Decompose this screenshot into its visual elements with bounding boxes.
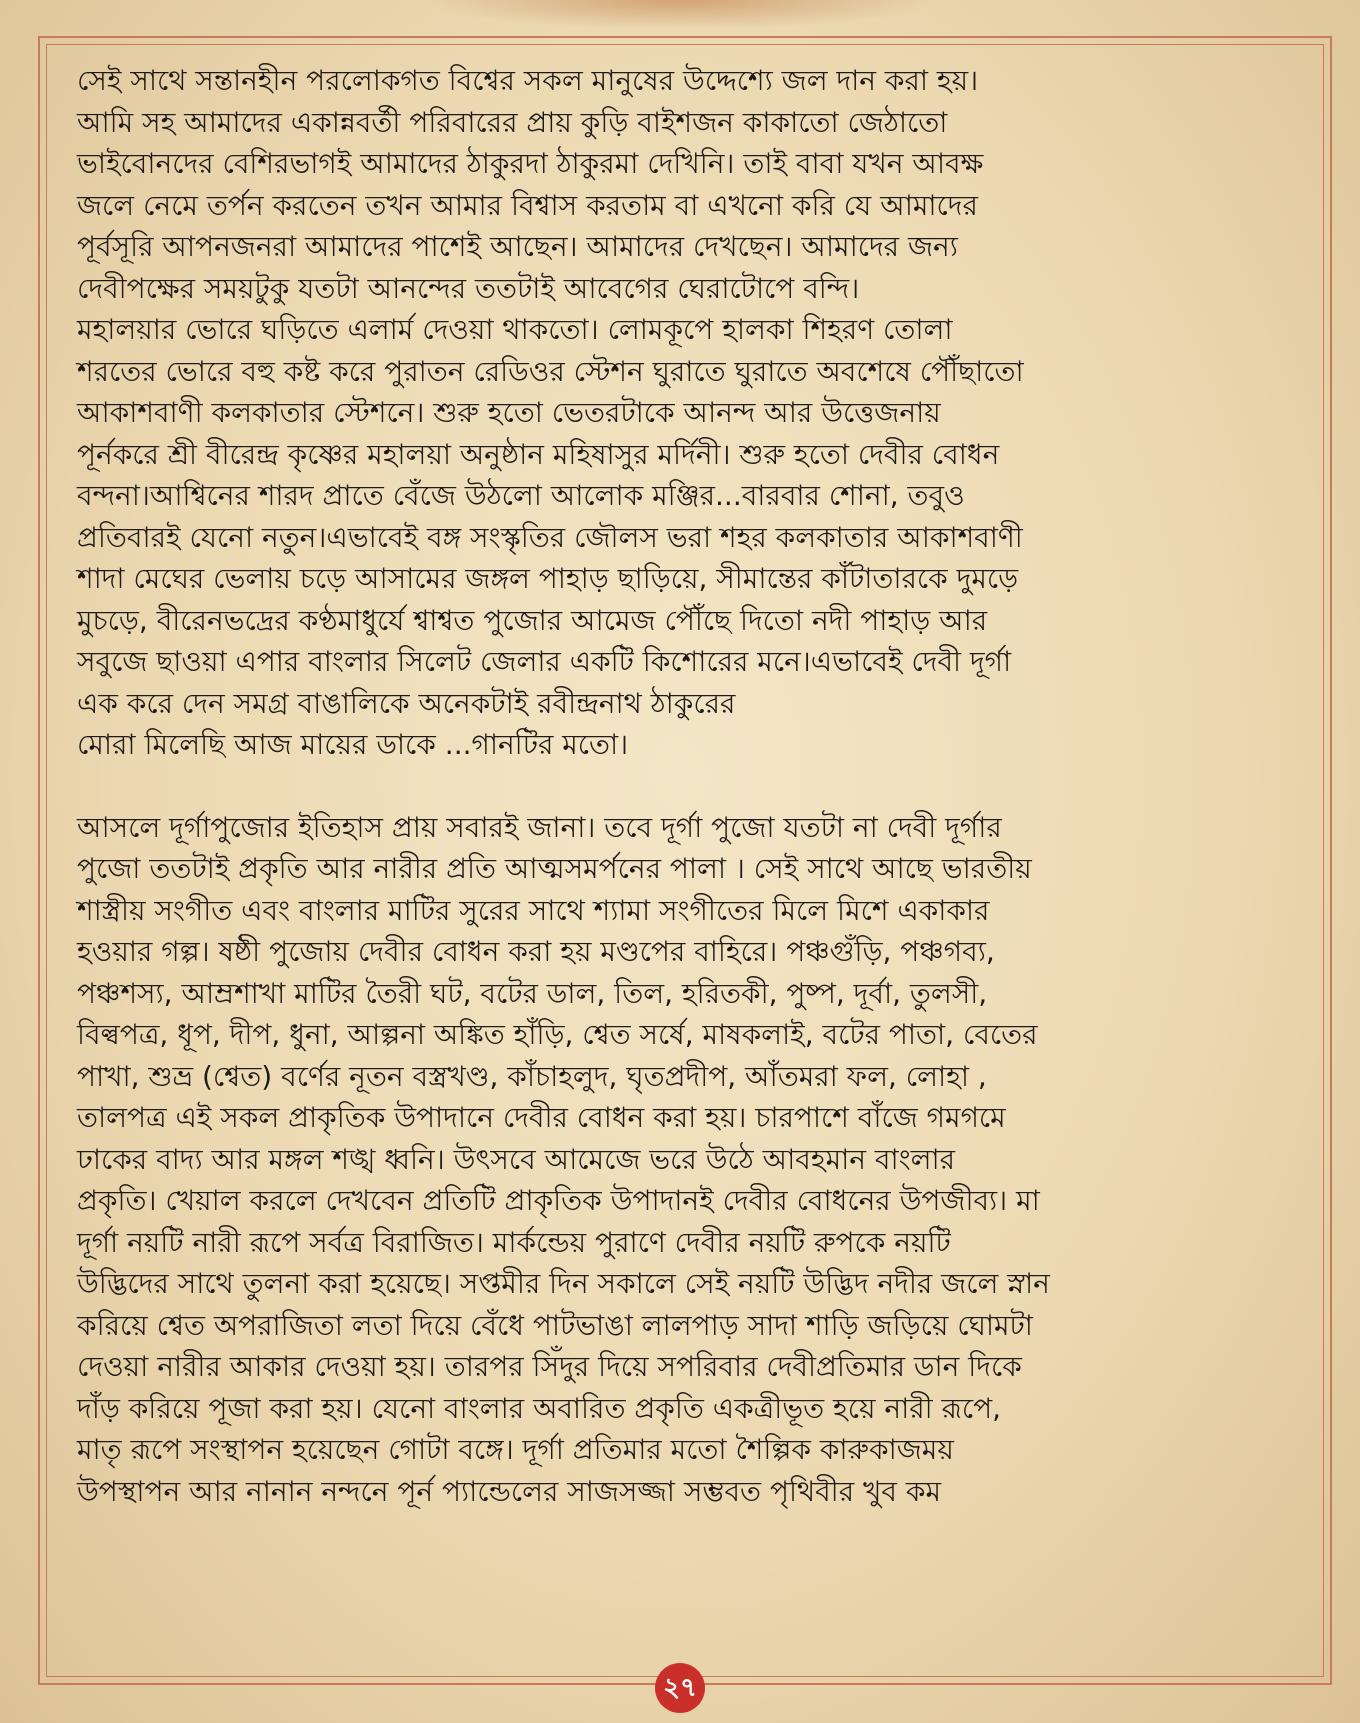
- paragraph-2: [77, 807, 1287, 1513]
- paragraph-1: [77, 60, 1287, 766]
- text-line: শাস্ত্রীয় সংগীত এবং বাংলার মাটির সুরের সাথে শ্যামা সংগীতের মিলে মিশে একাকার: [77, 893, 990, 927]
- text-line: প্রতিবারই যেনো নতুন।এভাবেই বঙ্গ সংস্কৃতির জৌলস ভরা শহর কলকাতার আকাশবাণী: [77, 520, 1023, 554]
- text-line: এক করে দেন সমগ্র বাঙালিকে অনেকটাই রবীন্দ্রনাথ ঠাকুরের: [77, 686, 736, 720]
- text-line: আসলে দূর্গাপুজোর ইতিহাস প্রায় সবারই জানা। তবে দূর্গা পুজো যতটা না দেবী দূর্গার: [77, 810, 1002, 844]
- text-line: পুজো ততটাই প্রকৃতি আর নারীর প্রতি আত্মসমর্পনের পালা । সেই সাথে আছে ভারতীয়: [77, 852, 1032, 885]
- text-line: মোরা মিলেছি আজ মায়ের ডাকে ...গানটির মতো।: [77, 728, 629, 761]
- text-line: দূর্গা নয়টি নারী রূপে সর্বত্র বিরাজিত। মার্কন্ডেয় পুরাণে দেবীর নয়টি রুপকে নয়টি: [77, 1225, 951, 1259]
- text-line: শরতের ভোরে বহু কষ্ট করে পুরাতন রেডিওর স্টেশন ঘুরাতে ঘুরাতে অবশেষে পৌঁছাতো: [77, 354, 1024, 388]
- text-line: সবুজে ছাওয়া এপার বাংলার সিলেট জেলার একটি কিশোরের মনে।এভাবেই দেবী দূর্গা: [77, 645, 1012, 678]
- text-line: সেই সাথে সন্তানহীন পরলোকগত বিশ্বের সকল মানুষের উদ্দেশ্যে জল দান করা হয়।: [77, 64, 979, 97]
- text-line: বন্দনা।আশ্বিনের শারদ প্রাতে বেঁজে উঠলো আলোক মঞ্জির...বারবার শোনা, তবুও: [77, 479, 965, 512]
- text-line: পঞ্চশস্য, আম্রশাখা মাটির তৈরী ঘট, বটের ডাল, তিল, হরিতকী, পুষ্প, দূর্বা, তুলসী,: [77, 976, 988, 1010]
- text-line: দেওয়া নারীর আকার দেওয়া হয়। তারপর সিঁদুর দিয়ে সপরিবার দেবীপ্রতিমার ডান দিকে: [77, 1350, 1022, 1383]
- text-line: দাঁড় করিয়ে পূজা করা হয়। যেনো বাংলার অবারিত প্রকৃতি একত্রীভূত হয়ে নারী রূপে,: [77, 1391, 1002, 1425]
- paragraph-gap: [77, 766, 1287, 807]
- text-line: শাদা মেঘের ভেলায় চড়ে আসামের জঙ্গল পাহাড় ছাড়িয়ে, সীমান্তের কাঁটাতারকে দুমড়ে: [77, 562, 1019, 595]
- text-line: তালপত্র এই সকল প্রাকৃতিক উপাদানে দেবীর বোধন করা হয়। চারপাশে বাঁজে গমগমে: [77, 1101, 1006, 1134]
- text-line: ভাইবোনদের বেশিরভাগই আমাদের ঠাকুরদা ঠাকুরমা দেখিনি। তাই বাবা যখন আবক্ষ: [77, 147, 984, 180]
- text-line: পূর্নকরে শ্রী বীরেন্দ্র কৃষ্ণের মহালয়া অনুষ্ঠান মহিষাসুর মর্দিনী। শুরু হতো দেবীর বোধন: [77, 437, 1000, 471]
- text-line: করিয়ে শ্বেত অপরাজিতা লতা দিয়ে বেঁধে পাটভাঙা লালপাড় সাদা শাড়ি জড়িয়ে ঘোমটা: [77, 1308, 1033, 1342]
- text-line: হওয়ার গল্প। ষষ্ঠী পুজোয় দেবীর বোধন করা হয় মণ্ডপের বাহিরে। পঞ্চগুঁড়ি, পঞ্চগব্য,: [77, 935, 995, 968]
- text-line: পাখা, শুভ্র (শ্বেত) বর্ণের নূতন বস্ত্রখণ্ড, কাঁচাহলুদ, ঘৃতপ্রদীপ, আঁতমরা ফল, লোহা ,: [77, 1059, 987, 1093]
- text-line: মুচড়ে, বীরেনভদ্রের কণ্ঠমাধুর্যে শ্বাশ্বত পুজোর আমেজ পৌঁছে দিতো নদী পাহাড় আর: [77, 603, 988, 637]
- text-line: বিল্বপত্র, ধূপ, দীপ, ধুনা, আল্পনা অঙ্কিত হাঁড়ি, শ্বেত সর্ষে, মাষকলাই, বটের পাতা, বেতের: [77, 1018, 1038, 1051]
- body-text: [77, 60, 1287, 1512]
- text-line: মাতৃ রূপে সংস্থাপন হয়েছেন গোটা বঙ্গে। দূর্গা প্রতিমার মতো শৈল্পিক কারুকাজময়: [77, 1433, 954, 1466]
- paper-stain: [420, 0, 940, 30]
- text-line: আকাশবাণী কলকাতার স্টেশনে। শুরু হতো ভেতরটাকে আনন্দ আর উত্তেজনায়: [77, 396, 941, 429]
- text-line: প্রকৃতি। খেয়াল করলে দেখবেন প্রতিটি প্রাকৃতিক উপাদানই দেবীর বোধনের উপজীব্য। মা: [77, 1184, 1040, 1217]
- text-line: ঢাকের বাদ্য আর মঙ্গল শঙ্খ ধ্বনি। উৎসবে আমেজে ভরে উঠে আবহমান বাংলার: [77, 1142, 956, 1176]
- text-line: দেবীপক্ষের সময়টুকু যতটা আনন্দের ততটাই আবেগের ঘেরাটোপে বন্দি।: [77, 271, 860, 305]
- text-line: আমি সহ আমাদের একান্নবর্তী পরিবারের প্রায় কুড়ি বাইশজন কাকাতো জেঠাতো: [77, 105, 948, 139]
- text-line: উপস্থাপন আর নানান নন্দনে পূর্ন প্যান্ডেলের সাজসজ্জা সম্ভবত পৃথিবীর খুব কম: [77, 1474, 942, 1508]
- text-line: মহালয়ার ভোরে ঘড়িতে এলার্ম দেওয়া থাকতো। লোমকূপে হালকা শিহরণ তোলা: [77, 313, 953, 346]
- page-number-badge: ২৭: [655, 1663, 705, 1713]
- text-line: পূর্বসূরি আপনজনরা আমাদের পাশেই আছেন। আমাদের দেখছেন। আমাদের জন্য: [77, 230, 958, 263]
- text-line: জলে নেমে তর্পন করতেন তখন আমার বিশ্বাস করতাম বা এখনো করি যে আমাদের: [77, 188, 978, 222]
- text-line: উদ্ভিদের সাথে তুলনা করা হয়েছে। সপ্তমীর দিন সকালে সেই নয়টি উদ্ভিদ নদীর জলে স্নান: [77, 1267, 1050, 1300]
